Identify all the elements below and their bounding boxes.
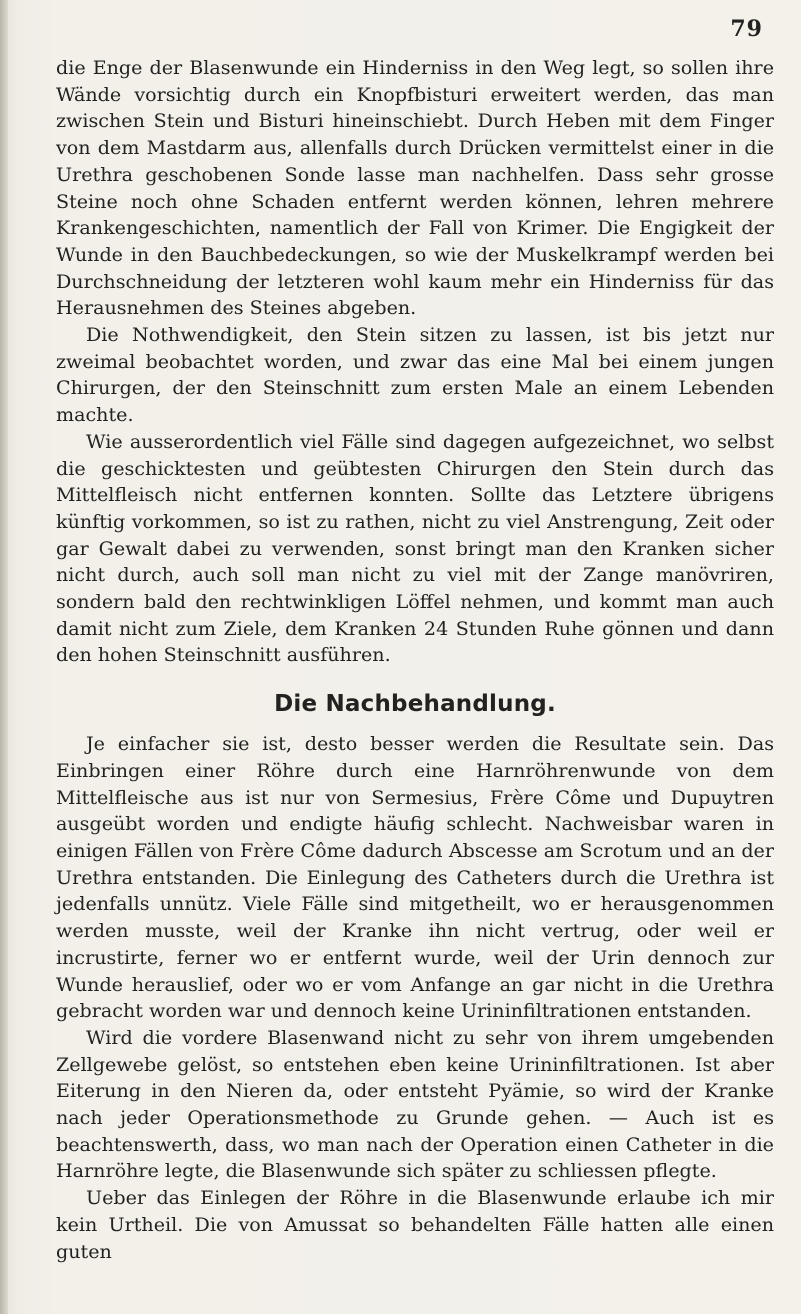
paragraph-nothwendigkeit: Die Nothwendigkeit, den Stein sitzen zu lassen, ist bis jetzt nur zweimal beobachtet worden, und zwar das eine Mal bei einem jungen Chirurgen, der den Steinschnitt zum ersten Male an einem Lebenden machte. xyxy=(56,323,774,427)
paragraph-blasenwand: Wird die vordere Blasenwand nicht zu sehr von ihrem umgebenden Zellgewebe gelöst, so entstehen eben keine Urininfiltrationen. Ist aber Eiterung in den Nieren da, oder entsteht Pyämie, so wird der Kranke nach jeder Operationsmethode zu Grunde gehen. — Auch ist es beachtenswerth, dass, wo man nach der Operation einen Catheter in die Harnröhre legte, die Blasenwunde sich später zu schliessen pflegte. xyxy=(56,1025,774,1183)
paragraph-roehre: Ueber das Einlegen der Röhre in die Blasenwunde erlaube ich mir kein Urtheil. Die von Amussat so behandelten Fälle hatten alle einen guten xyxy=(56,1186,774,1263)
paragraph-einfacher: Je einfacher sie ist, desto besser werden die Resultate sein. Das Einbringen einer Röhre durch eine Harnröhrenwunde von dem Mittelfleische aus ist nur von Sermesius, Frère Côme und Dupuytren ausgeübt worden und endigte häufig schlecht. Nachweisbar waren in einigen Fällen von Frère Côme dadurch Abscesse am Scrotum und an der Urethra entstanden. Die Einlegung des Catheters durch die Urethra ist jedenfalls unnütz. Viele Fälle sind mitgetheilt, wo er herausgenommen werden musste, weil der Kranke ihn nicht vertrug, oder weil er incrustirte, ferner wo er entfernt wurde, weil der Urin dennoch zur Wunde herauslief, oder wo er vom Anfange an gar nicht in die Urethra gebracht worden war und dennoch keine Urininfiltrationen entstanden. xyxy=(56,732,774,1023)
section-heading: Die Nachbehandlung. xyxy=(274,691,556,718)
body-text xyxy=(56,55,774,1265)
paragraph-continuation: die Enge der Blasenwunde ein Hinderniss in den Weg legt, so sollen ihre Wände vorsichtig durch ein Knopfbisturi erweitert werden, das man zwischen Stein und Bisturi hineinschiebt. Durch Heben mit dem Finger von dem Mastdarm aus, allenfalls durch Drücken vermittelst einer in die Urethra geschobenen Sonde lasse man nachhelfen. Dass sehr grosse Steine noch ohne Schaden entfernt werden können, lehren mehrere Krankengeschichten, namentlich der Fall von Krimer. Die Engigkeit der Wunde in den Bauchbedeckungen, so wie der Muskelkrampf werden bei Durchschneidung der letzteren wohl kaum mehr ein Hinderniss für das Herausnehmen des Steines abgeben. xyxy=(56,56,774,320)
paragraph-faelle: Wie ausserordentlich viel Fälle sind dagegen aufgezeichnet, wo selbst die geschicktesten und geübtesten Chirurgen den Stein durch das Mittelfleisch nicht entfernen konnten. Sollte das Letztere übrigens künftig vorkommen, so ist zu rathen, nicht zu viel Anstrengung, Zeit oder gar Gewalt dabei zu verwenden, sonst bringt man den Kranken sicher nicht durch, auch soll man nicht zu viel mit der Zange manövriren, sondern bald den rechtwinkligen Löffel nehmen, und kommt man auch damit nicht zum Ziele, dem Kranken 24 Stunden Ruhe gönnen und dann den hohen Steinschnitt ausführen. xyxy=(56,429,774,667)
page-number: 79 xyxy=(730,16,763,42)
book-spine-shadow xyxy=(0,0,8,1314)
